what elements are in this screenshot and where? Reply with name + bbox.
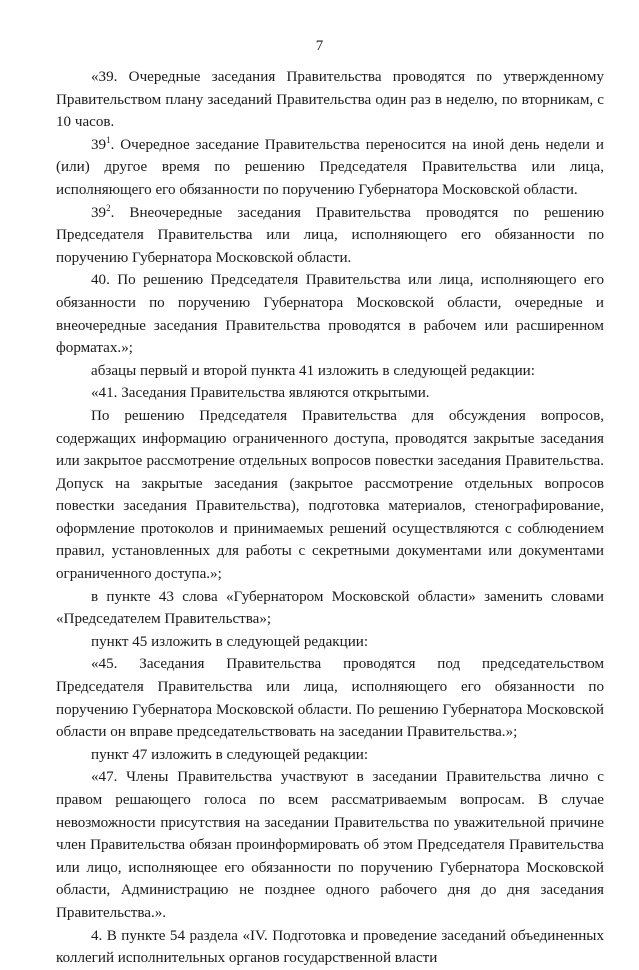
- page-number: 7: [315, 38, 324, 54]
- paragraph-40: 40. По решению Председателя Правительства или лица, исполняющего его обязанности по поручению Губернатора Московской области, очередные и внеочередные заседания Правительства проводятся в рабочем или расширенном форматах.»;: [56, 272, 604, 357]
- paragraph-item-4: 4. В пункте 54 раздела «IV. Подготовка и проведение заседаний объединенных коллегий исполнительных органов государственной власти: [56, 927, 604, 967]
- paragraph-amendment-45: пункт 45 изложить в следующей редакции:: [91, 633, 369, 650]
- paragraph-39-2: $39^2$. Внеочередные заседания Правительства проводятся по решению Председателя Правительства или лица, исполняющего его обязанности по поручению Губернатора Московской области.: [56, 202, 604, 266]
- paragraph-amendment-43: в пункте 43 слова «Губернатором Московской области» заменить словами «Председателем Правительства»;: [56, 588, 604, 628]
- paragraph-amendment-41: абзацы первый и второй пункта 41 изложить в следующей редакции:: [91, 362, 535, 379]
- paragraph-41: «41. Заседания Правительства являются открытыми.: [91, 385, 430, 402]
- paragraph-39-1: $39^1$. Очередное заседание Правительства переносится на иной день недели и (или) другое время по решению Председателя Правительства или лица, исполняющего его обязанности по поручению Губернатора Московской области.: [56, 134, 604, 198]
- paragraph-47: «47. Члены Правительства участвуют в заседании Правительства лично с правом решающего голоса по всем рассматриваемым вопросам. В случае невозможности присутствия на заседании Правительства по уважительной причине член Правительства обязан проинформировать об этом Председателя Правительства или лицо, исполняющее его обязанности по поручению Губернатора Московской области, Администрацию не позднее одного рабочего дня до дня заседания Правительства.».: [56, 769, 604, 921]
- document-body: [56, 66, 604, 970]
- paragraph-45: «45. Заседания Правительства проводятся под председательством Председателя Правительства или лица, исполняющего его обязанности по поручению Губернатора Московской области. По решению Губернатора Московской области он вправе председательствовать на заседании Правительства.»;: [56, 656, 604, 741]
- paragraph-amendment-47: пункт 47 изложить в следующей редакции:: [91, 746, 369, 763]
- paragraph-41-closed-sessions: По решению Председателя Правительства для обсуждения вопросов, содержащих информацию ограниченного доступа, проводятся закрытые заседания или закрытое рассмотрение отдельных вопросов повестки заседания Правительства. Допуск на закрытые заседания (закрытое рассмотрение отдельных вопросов повестки заседания Правительства), подготовка материалов, стенографирование, оформление протоколов и принимаемых решений осуществляются с соблюдением правил, установленных для работы с секретными документами или документами ограниченного доступа.»;: [56, 407, 604, 583]
- paragraph-39: «39. Очередные заседания Правительства проводятся по утвержденному Правительством плану заседаний Правительства один раз в неделю, по вторникам, с 10 часов.: [56, 69, 604, 131]
